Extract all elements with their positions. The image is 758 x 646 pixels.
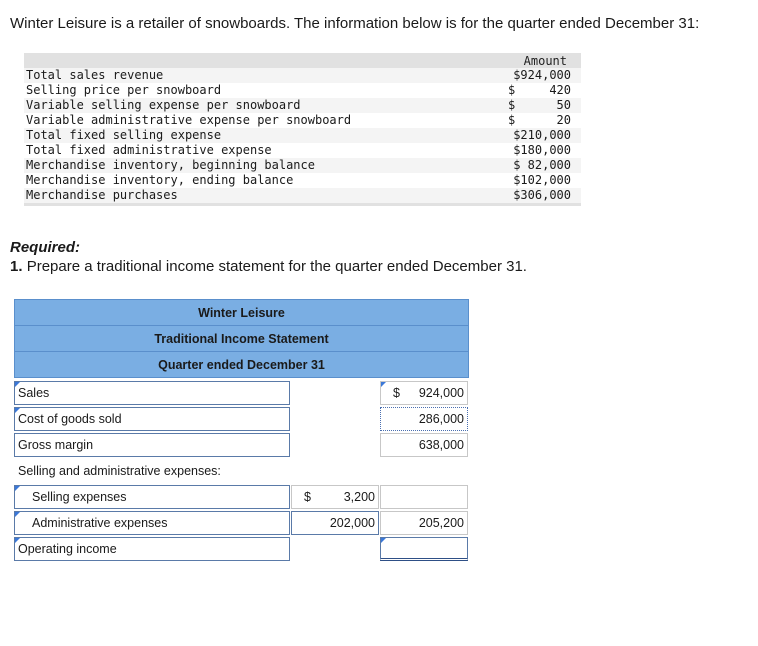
required-title: Required: (10, 239, 81, 256)
info-row-amount: 50 (556, 98, 571, 112)
required-instruction-text: Prepare a traditional income statement for the quarter ended December 31. (26, 258, 527, 275)
info-table (24, 53, 581, 206)
dropdown-marker-icon (15, 408, 20, 413)
info-row-label: Total fixed administrative expense (26, 143, 272, 157)
statement-company: Winter Leisure (14, 299, 469, 325)
info-row (24, 83, 581, 98)
info-row-dollar-sign: $ (508, 113, 516, 127)
info-row-amount: $102,000 (513, 173, 571, 187)
sales-label: Sales (18, 386, 50, 400)
row-selling-expenses (14, 485, 469, 511)
info-row-amount: $210,000 (513, 128, 571, 142)
info-row-amount: $306,000 (513, 188, 571, 202)
cogs-mid-cell (291, 407, 379, 431)
info-row-dollar-sign: $ (508, 83, 516, 97)
info-row-label: Merchandise inventory, beginning balance (26, 158, 315, 172)
statement-title: Traditional Income Statement (14, 325, 469, 351)
total-sga-amount: 205,200 (418, 516, 464, 530)
row-cogs (14, 407, 469, 433)
selling-expenses-label: Selling expenses (32, 490, 127, 504)
dropdown-marker-icon (15, 538, 20, 543)
required-instruction (10, 258, 527, 275)
info-row-label: Total sales revenue (26, 68, 164, 82)
gross-margin-label: Gross margin (18, 438, 94, 452)
amount-column-header: Amount (523, 54, 567, 68)
income-statement (14, 299, 469, 563)
cogs-label: Cost of goods sold (18, 412, 122, 426)
gross-margin-label-field[interactable] (14, 433, 290, 457)
dropdown-marker-icon (15, 486, 20, 491)
selling-expenses-amount: 3,200 (343, 490, 375, 504)
info-row-label: Selling price per snowboard (26, 83, 222, 97)
sales-mid-cell (291, 381, 379, 405)
gross-margin-mid-cell (291, 433, 379, 457)
selling-expenses-label-field[interactable] (14, 485, 290, 509)
total-sga-amount-field[interactable] (380, 511, 468, 535)
row-gross-margin (14, 433, 469, 459)
info-row-label: Variable selling expense per snowboard (26, 98, 301, 112)
info-row-amount: $924,000 (513, 68, 571, 82)
info-row (24, 113, 581, 128)
info-row-label: Variable administrative expense per snowboard (26, 113, 352, 127)
info-row-amount: $ 82,000 (513, 158, 571, 172)
intro-text: Winter Leisure is a retailer of snowboards. The information below is for the quarter ended December 31: (10, 15, 700, 32)
dropdown-marker-icon (381, 382, 386, 387)
statement-period: Quarter ended December 31 (14, 351, 469, 378)
operating-income-mid-cell (291, 537, 379, 561)
gross-margin-amount-field[interactable] (380, 433, 468, 457)
selling-expenses-amount-field[interactable] (291, 485, 379, 509)
sales-amount-field[interactable] (380, 381, 468, 405)
info-row (24, 98, 581, 113)
info-row-amount: 20 (556, 113, 571, 127)
row-sales (14, 381, 469, 407)
sales-dollar-sign: $ (393, 386, 400, 400)
gross-margin-amount: 638,000 (418, 438, 464, 452)
info-row-label: Merchandise inventory, ending balance (26, 173, 294, 187)
info-row (24, 128, 581, 143)
row-sga-header (14, 459, 469, 485)
required-section (10, 239, 527, 275)
admin-expenses-label-field[interactable] (14, 511, 290, 535)
info-row (24, 173, 581, 188)
selling-expenses-right-cell (380, 485, 468, 509)
info-table-header (24, 53, 581, 68)
info-row (24, 158, 581, 173)
cogs-amount: 286,000 (418, 412, 464, 426)
info-row (24, 188, 581, 203)
row-operating-income (14, 537, 469, 563)
dropdown-marker-icon (381, 538, 386, 543)
admin-expenses-amount-field[interactable] (291, 511, 379, 535)
info-table-footer (24, 203, 581, 206)
info-row-label: Total fixed selling expense (26, 128, 222, 142)
admin-expenses-amount: 202,000 (329, 516, 375, 530)
sga-header-label: Selling and administrative expenses: (18, 464, 221, 478)
sales-label-field[interactable] (14, 381, 290, 405)
dropdown-marker-icon (15, 382, 20, 387)
operating-income-amount-field[interactable] (380, 537, 468, 561)
admin-expenses-label: Administrative expenses (32, 516, 168, 530)
info-row-dollar-sign: $ (508, 98, 516, 112)
info-row (24, 68, 581, 83)
sales-amount: 924,000 (418, 386, 464, 400)
required-number: 1. (10, 258, 23, 275)
dropdown-marker-icon (15, 512, 20, 517)
cogs-label-field[interactable] (14, 407, 290, 431)
info-row-amount: $180,000 (513, 143, 571, 157)
info-row-label: Merchandise purchases (26, 188, 178, 202)
info-row-amount: 420 (549, 83, 571, 97)
operating-income-label-field[interactable] (14, 537, 290, 561)
selling-dollar-sign: $ (304, 490, 311, 504)
row-admin-expenses (14, 511, 469, 537)
info-row (24, 143, 581, 158)
operating-income-label: Operating income (18, 542, 117, 556)
cogs-amount-field[interactable] (380, 407, 468, 431)
